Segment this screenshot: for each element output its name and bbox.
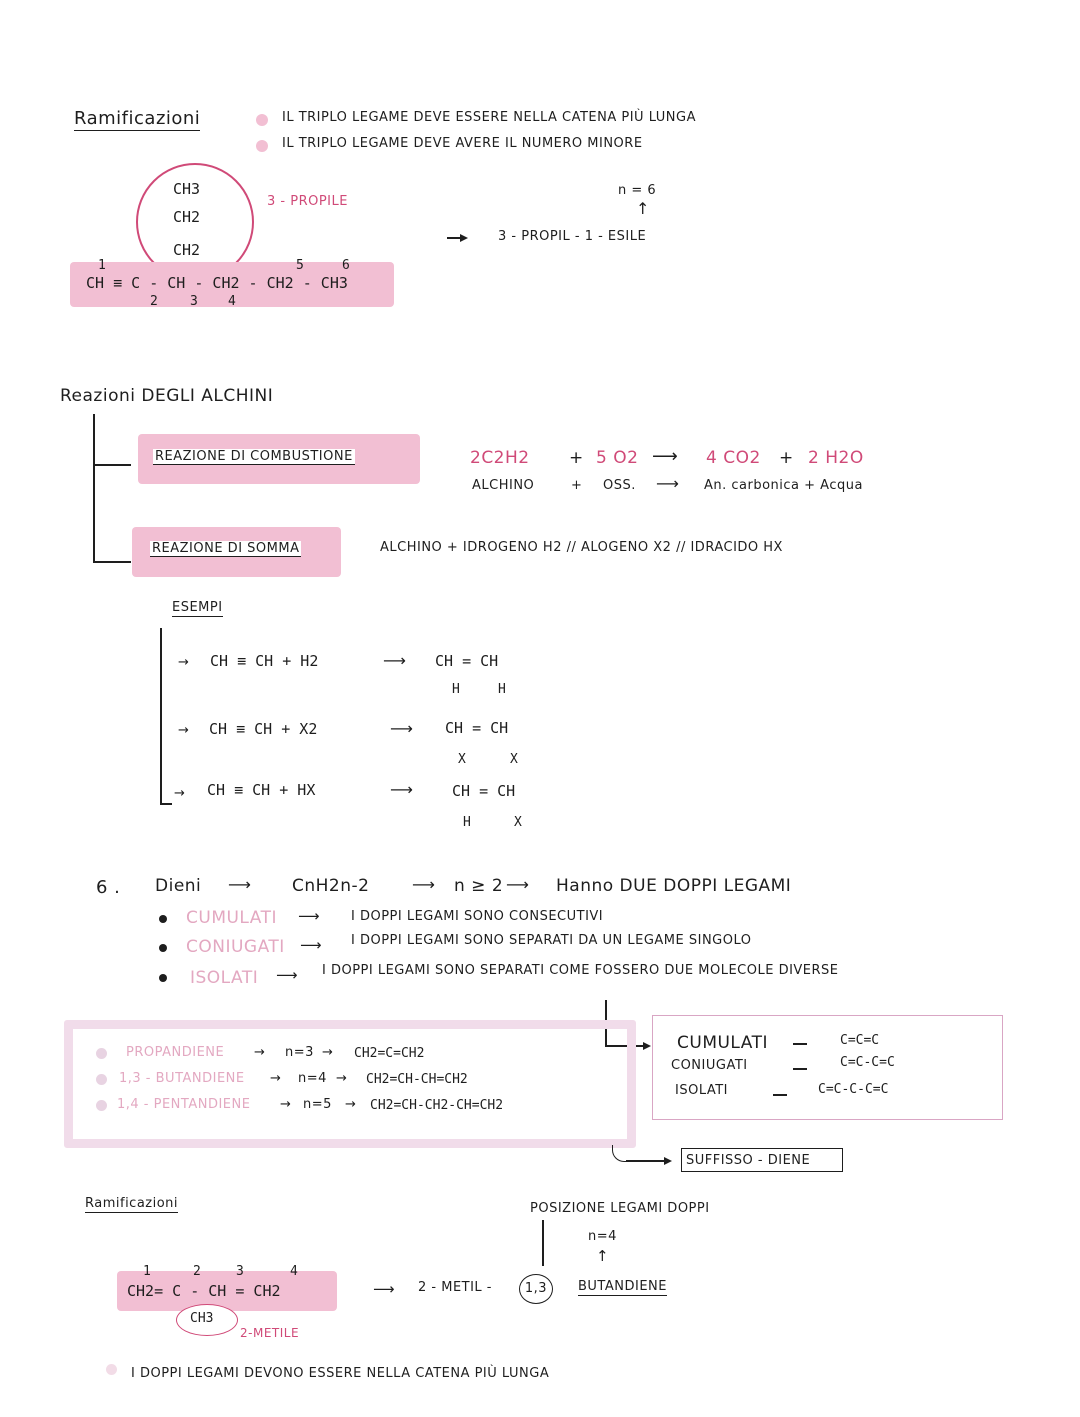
- arrow-right-icon: ⟶: [228, 875, 252, 894]
- carbon-number: 3: [236, 1264, 244, 1279]
- n-label: n = 6: [618, 183, 657, 198]
- dieni-description: Hanno DUE DOPPI LEGAMI: [556, 876, 792, 896]
- carbon-number: 2: [193, 1264, 201, 1279]
- equation-term: 2C2H2: [470, 448, 530, 468]
- diene-example-n: n=4: [298, 1071, 327, 1086]
- branch-label: 3 - PROPILE: [267, 194, 348, 209]
- section-heading-reazioni: Reazioni DEGLI ALCHINI: [60, 386, 274, 406]
- arrow-right-icon: ⟶: [383, 651, 407, 670]
- pattern-name: CONIUGATI: [671, 1058, 748, 1073]
- position-label: POSIZIONE LEGAMI DOPPI: [530, 1201, 710, 1216]
- diene-example-name: 1,3 - BUTANDIENE: [119, 1071, 245, 1086]
- arrow-head-icon: [664, 1157, 672, 1165]
- arrow-right-icon: ⟶: [412, 875, 436, 894]
- diene-type-desc: I DOPPI LEGAMI SONO CONSECUTIVI: [351, 909, 604, 924]
- arrow-up-icon: ↑: [636, 199, 650, 218]
- example-product: CH = CH: [445, 719, 509, 737]
- equation-word: An. carbonica + Acqua: [704, 478, 863, 493]
- esempi-label: ESEMPI: [172, 600, 223, 615]
- diene-example-n: n=5: [303, 1097, 332, 1112]
- example-substituent: H: [452, 682, 460, 697]
- bullet-dot: [159, 915, 167, 923]
- example-product: CH = CH: [452, 782, 516, 800]
- carbon-number: 5: [296, 258, 304, 273]
- dieni-title: Dieni: [155, 876, 202, 896]
- branch-formula: CH3: [190, 1311, 214, 1326]
- bullet-dot: [159, 974, 167, 982]
- carbon-number: 4: [228, 294, 236, 309]
- arrow-right-icon: ⟶: [652, 446, 679, 467]
- equation-term: 2 H2O: [808, 448, 864, 468]
- bullet-dot: [106, 1364, 117, 1375]
- carbon-number: 1: [98, 258, 106, 273]
- pattern-formula: C=C-C=C: [840, 1055, 895, 1070]
- result-prefix: 2 - METIL -: [418, 1280, 492, 1295]
- tree-vertical-line: [93, 414, 95, 562]
- branch-line: CH2: [173, 241, 201, 259]
- pattern-formula: C=C-C-C=C: [818, 1082, 889, 1097]
- rule-text: IL TRIPLO LEGAME DEVE ESSERE NELLA CATENA PIÙ LUNGA: [282, 110, 696, 125]
- curved-connector: [612, 1145, 627, 1162]
- carbon-number: 1: [143, 1264, 151, 1279]
- dieni-condition: n ≥ 2: [454, 876, 504, 896]
- example-reagent: CH ≡ CH + X2: [209, 720, 318, 738]
- n-label: n=4: [588, 1229, 617, 1244]
- examples-branch-line: [160, 803, 172, 805]
- diene-example-formula: CH2=CH-CH2-CH=CH2: [370, 1098, 504, 1113]
- examples-vertical-line: [160, 628, 162, 803]
- section-number: 6 .: [96, 877, 121, 898]
- equation-plus: +: [779, 448, 794, 468]
- equation-plus: +: [571, 478, 583, 493]
- example-substituent: X: [514, 815, 522, 830]
- arrow-right-icon: →: [178, 723, 190, 738]
- bullet-dot: [256, 140, 268, 152]
- arrow-right-icon: ⟶: [300, 936, 323, 954]
- somma-description: ALCHINO + IDROGENO H2 // ALOGENO X2 // IDRACIDO HX: [380, 540, 783, 555]
- pattern-name: ISOLATI: [675, 1083, 729, 1098]
- equation-word: OSS.: [603, 478, 636, 493]
- equation-word: ALCHINO: [472, 478, 535, 493]
- carbon-number: 6: [342, 258, 350, 273]
- carbon-number: 3: [190, 294, 198, 309]
- carbon-number: 4: [290, 1264, 298, 1279]
- section-heading-ramificazioni-2: Ramificazioni: [85, 1196, 179, 1211]
- bullet-dot: [96, 1048, 107, 1059]
- branch-label: 2-METILE: [240, 1326, 300, 1340]
- diene-type-name: CUMULATI: [186, 908, 277, 928]
- main-chain-formula: CH ≡ C - CH - CH2 - CH2 - CH3: [86, 274, 348, 292]
- arrow-right-icon: ⟶: [656, 474, 680, 493]
- tree-branch-line: [93, 561, 131, 563]
- arrow-right-icon: ⟶: [298, 907, 321, 925]
- result-suffix: BUTANDIENE: [578, 1279, 667, 1294]
- suffix-box: SUFFISSO - DIENE: [681, 1148, 843, 1172]
- diene-type-desc: I DOPPI LEGAMI SONO SEPARATI DA UN LEGAME SINGOLO: [351, 933, 752, 948]
- rule-text: IL TRIPLO LEGAME DEVE AVERE IL NUMERO MINORE: [282, 136, 643, 151]
- branch-line: CH2: [173, 208, 201, 226]
- arrow-right-icon: ⟶: [390, 780, 414, 799]
- arrow-right-icon: ⟶: [390, 719, 414, 738]
- section-heading-ramificazioni: Ramificazioni: [74, 108, 201, 129]
- pattern-formula: C=C=C: [840, 1033, 880, 1048]
- diene-example-name: PROPANDIENE: [126, 1045, 225, 1060]
- example-substituent: H: [498, 682, 506, 697]
- diene-type-name: ISOLATI: [190, 968, 259, 988]
- diene-type-name: CONIUGATI: [186, 937, 285, 957]
- arrow-right-icon: ⟶: [373, 1280, 396, 1298]
- bullet-dot: [256, 114, 268, 126]
- diene-example-n: n=3: [285, 1045, 314, 1060]
- somma-label: REAZIONE DI SOMMA: [152, 541, 300, 556]
- result-name: 3 - PROPIL - 1 - ESILE: [498, 229, 647, 244]
- branch-line: CH3: [173, 180, 201, 198]
- arrow-right-icon: ⟶: [276, 966, 299, 984]
- example-substituent: H: [463, 815, 471, 830]
- equation-term: 5 O2: [596, 448, 639, 468]
- arrow-right-icon: →: [174, 786, 186, 801]
- pattern-name: CUMULATI: [677, 1033, 768, 1053]
- example-substituent: X: [510, 752, 518, 767]
- diene-example-formula: CH2=C=CH2: [354, 1046, 425, 1061]
- diene-example-name: 1,4 - PENTANDIENE: [117, 1097, 251, 1112]
- bullet-dot: [159, 944, 167, 952]
- diene-type-desc: I DOPPI LEGAMI SONO SEPARATI COME FOSSERO DUE MOLECOLE DIVERSE: [322, 963, 839, 978]
- arrow-right-icon: →: [178, 655, 190, 670]
- equation-plus: +: [569, 448, 584, 468]
- arrow-right-icon: ⟶: [506, 875, 530, 894]
- dieni-formula: CnH2n-2: [292, 876, 370, 896]
- diene-example-formula: CH2=CH-CH=CH2: [366, 1072, 468, 1087]
- bullet-dot: [96, 1074, 107, 1085]
- example-substituent: X: [458, 752, 466, 767]
- arrow-up-icon: ↑: [596, 1247, 610, 1265]
- chain-formula: CH2= C - CH = CH2: [127, 1282, 281, 1300]
- position-circle: 1,3: [519, 1274, 553, 1304]
- bullet-dot: [96, 1100, 107, 1111]
- example-reagent: CH ≡ CH + H2: [210, 652, 319, 670]
- arrow-head-icon: [460, 234, 468, 242]
- example-product: CH = CH: [435, 652, 499, 670]
- rule-text: I DOPPI LEGAMI DEVONO ESSERE NELLA CATENA PIÙ LUNGA: [131, 1366, 550, 1381]
- carbon-number: 2: [150, 294, 158, 309]
- combustione-label: REAZIONE DI COMBUSTIONE: [155, 449, 353, 464]
- tree-branch-line: [93, 464, 131, 466]
- example-reagent: CH ≡ CH + HX: [207, 781, 316, 799]
- arrow-head-icon: [643, 1042, 651, 1050]
- equation-term: 4 CO2: [706, 448, 761, 468]
